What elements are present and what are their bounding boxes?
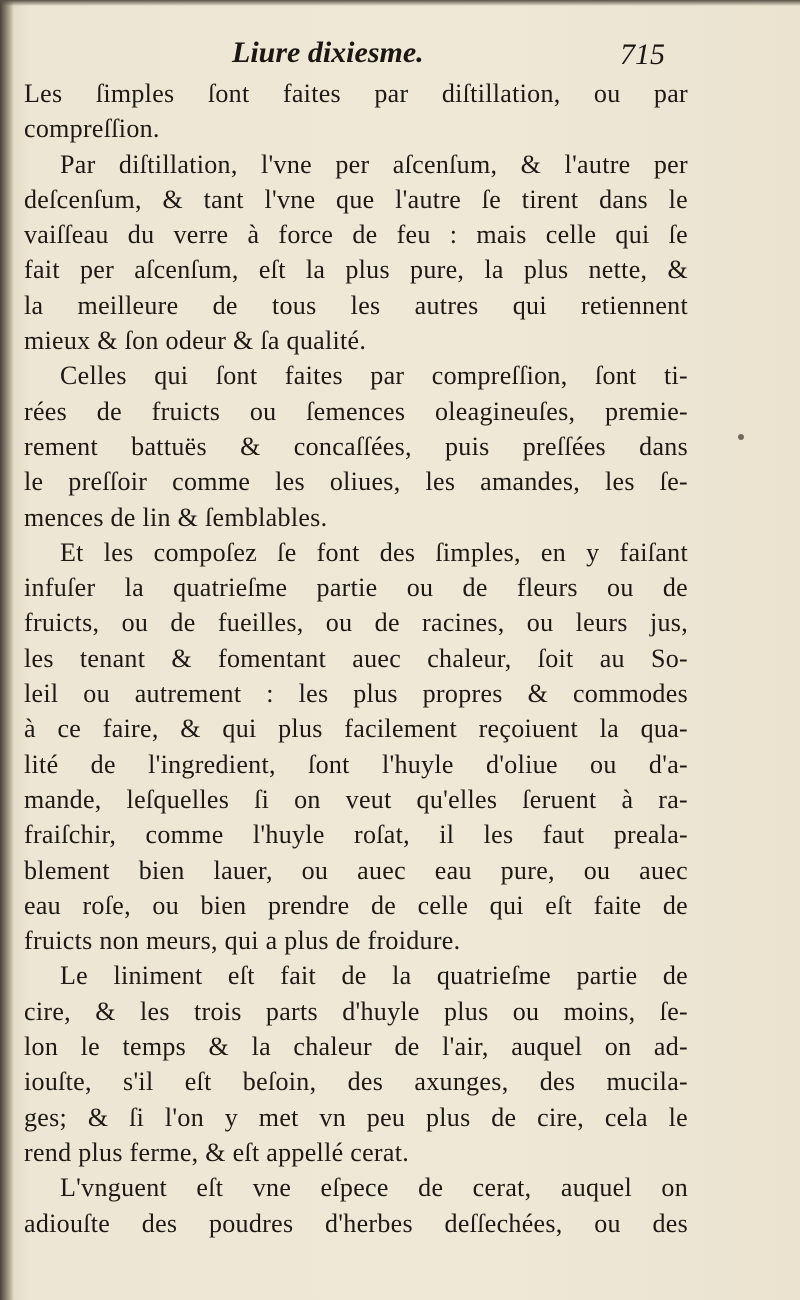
running-title: Liure dixiesme.: [232, 36, 424, 69]
text-line: le preſſoir comme les oliues, les amandes, les ſe-: [24, 467, 688, 497]
text-line: iouſte, s'il eſt beſoin, des axunges, des mucila-: [24, 1067, 688, 1097]
body-text: [24, 76, 688, 1241]
text-line: eau roſe, ou bien prendre de celle qui eſt faite de: [24, 890, 688, 920]
text-line: lité de l'ingredient, ſont l'huyle d'oliue ou d'a-: [24, 749, 688, 779]
text-line: L'vnguent eſt vne eſpece de cerat, auquel on: [60, 1173, 688, 1203]
text-line: leil ou autrement : les plus propres & commodes: [24, 679, 688, 709]
text-line: ges; & ſi l'on y met vn peu plus de cire, cela le: [24, 1102, 688, 1132]
text-line: lon le temps & la chaleur de l'air, auquel on ad-: [24, 1032, 688, 1062]
text-line: Par diſtillation, l'vne per aſcenſum, & l'autre per: [60, 149, 688, 179]
text-line: fruicts, ou de fueilles, ou de racines, ou leurs jus,: [24, 608, 688, 638]
ink-speck: [738, 434, 744, 440]
text-line: fruicts non meurs, qui a plus de froidure.: [24, 926, 461, 956]
text-line: compreſſion.: [24, 114, 160, 144]
text-line: vaiſſeau du verre à force de feu : mais celle qui ſe: [24, 220, 688, 250]
text-line: cire, & les trois parts d'huyle plus ou moins, ſe-: [24, 996, 688, 1026]
page-header: [0, 28, 800, 74]
text-line: infuſer la quatrieſme partie ou de fleurs ou de: [24, 573, 688, 603]
text-line: fait per aſcenſum, eſt la plus pure, la plus nette, &: [24, 255, 688, 285]
text-line: adiouſte des poudres d'herbes deſſechées, ou des: [24, 1208, 688, 1238]
text-line: Celles qui ſont faites par compreſſion, ſont ti-: [60, 361, 688, 391]
text-line: Et les compoſez ſe font des ſimples, en y faiſant: [60, 537, 688, 567]
text-line: mences de lin & ſemblables.: [24, 502, 328, 532]
text-line: mande, leſquelles ſi on veut qu'elles ſeruent à ra-: [24, 784, 688, 814]
page-number: 715: [620, 38, 665, 71]
text-line: Le liniment eſt fait de la quatrieſme partie de: [60, 961, 688, 991]
text-line: rend plus ferme, & eſt appellé cerat.: [24, 1137, 410, 1167]
text-line: à ce faire, & qui plus facilement reçoiuent la qua-: [24, 714, 688, 744]
text-line: rement battuës & concaſſées, puis preſſées dans: [24, 431, 688, 461]
text-line: blement bien lauer, ou auec eau pure, ou auec: [24, 855, 688, 885]
text-line: les tenant & fomentant auec chaleur, ſoit au So-: [24, 643, 688, 673]
binding-shadow: [0, 0, 14, 1300]
page-top-edge: [0, 0, 800, 6]
text-line: fraiſchir, comme l'huyle roſat, il les faut preala-: [24, 820, 688, 850]
text-line: rées de fruicts ou ſemences oleagineuſes, premie-: [24, 396, 688, 426]
text-line: Les ſimples ſont faites par diſtillation, ou par: [24, 79, 688, 108]
text-line: mieux & ſon odeur & ſa qualité.: [24, 326, 367, 356]
text-line: deſcenſum, & tant l'vne que l'autre ſe tirent dans le: [24, 184, 688, 214]
text-line: la meilleure de tous les autres qui retiennent: [24, 290, 688, 320]
